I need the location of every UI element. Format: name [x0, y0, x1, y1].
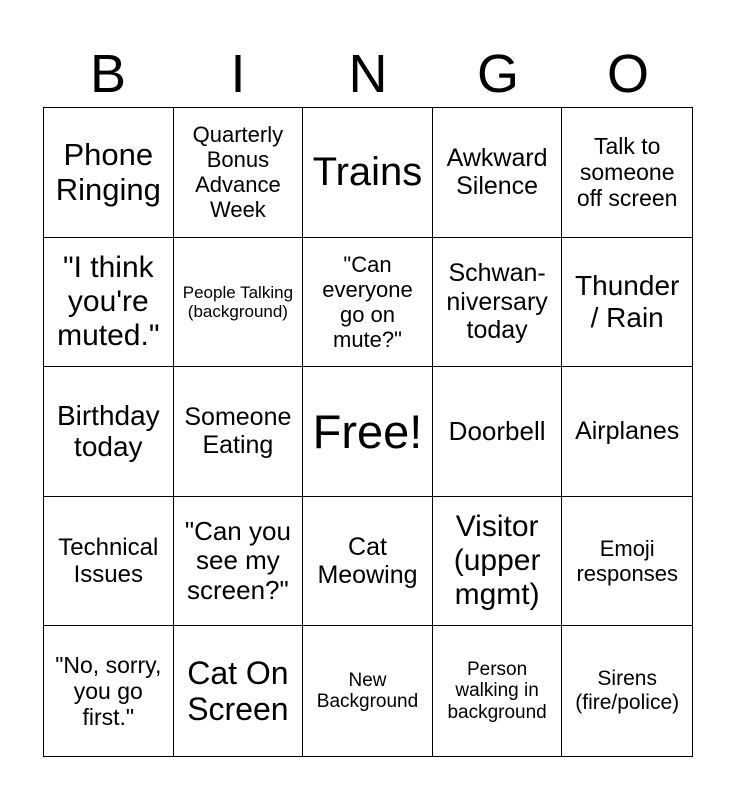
bingo-cell-label: "Can you see my screen?" [184, 515, 291, 605]
bingo-cell-r5-c5[interactable] [562, 626, 692, 756]
bingo-cell-label: Cat On Screen [187, 654, 289, 728]
bingo-cell-r1-c5[interactable] [562, 108, 692, 238]
bingo-cell-r5-c1[interactable] [44, 626, 174, 756]
bingo-board [43, 107, 693, 757]
bingo-cell-label: Talk to someone off screen [576, 132, 678, 212]
bingo-cell-label: Birthday today [56, 399, 160, 463]
bingo-cell-label: Schwan-niversary today [446, 259, 548, 345]
bingo-cell-label: Person walking in background [447, 658, 547, 724]
bingo-cell-label: People Talking (background) [182, 282, 294, 321]
bingo-cell-label: Airplanes [575, 417, 680, 446]
bingo-cell-label: "No, sorry, you go first." [55, 651, 162, 731]
bingo-cell-r2-c4[interactable] [433, 238, 563, 368]
bingo-cell-r4-c5[interactable] [562, 497, 692, 627]
bingo-cell-r1-c3[interactable] [303, 108, 433, 238]
bingo-cell-label: Free! [312, 404, 423, 458]
bingo-cell-r3-c4[interactable] [433, 367, 563, 497]
bingo-cell-r1-c1[interactable] [44, 108, 174, 238]
bingo-cell-r2-c1[interactable] [44, 238, 174, 368]
bingo-cell-r4-c1[interactable] [44, 497, 174, 627]
bingo-cell-r2-c3[interactable] [303, 238, 433, 368]
bingo-cell-r2-c5[interactable] [562, 238, 692, 368]
bingo-cell-r5-c2[interactable] [174, 626, 304, 756]
bingo-cell-label: Emoji responses [576, 536, 678, 587]
bingo-cell-r2-c2[interactable] [174, 238, 304, 368]
bingo-cell-label: Quarterly Bonus Advance Week [192, 122, 284, 223]
bingo-cell-r4-c3[interactable] [303, 497, 433, 627]
bingo-cell-label: Someone Eating [184, 402, 292, 460]
bingo-cell-label: Technical Issues [58, 533, 159, 589]
bingo-cell-label: New Background [316, 669, 419, 713]
header-letter-b: B [89, 44, 127, 104]
header-letter-o: O [606, 44, 649, 104]
bingo-cell-r4-c4[interactable] [433, 497, 563, 627]
bingo-cell-label: "I think you're muted." [57, 250, 160, 352]
header-letter-g: G [476, 44, 519, 104]
bingo-cell-r1-c2[interactable] [174, 108, 304, 238]
bingo-cell-label: Trains [312, 149, 423, 194]
bingo-cell-r4-c2[interactable] [174, 497, 304, 627]
bingo-cell-label: Awkward Silence [446, 143, 548, 201]
bingo-cell-label: Cat Meowing [317, 532, 418, 590]
bingo-cell-r5-c3[interactable] [303, 626, 433, 756]
bingo-header [43, 40, 693, 108]
bingo-cell-label: Doorbell [448, 415, 546, 446]
bingo-cell-r3-c1[interactable] [44, 367, 174, 497]
bingo-cell-label: Visitor (upper mgmt) [453, 509, 541, 612]
header-letter-n: N [348, 44, 388, 104]
bingo-cell-r3-c2[interactable] [174, 367, 304, 497]
bingo-cell-r3-c5[interactable] [562, 367, 692, 497]
bingo-cell-r5-c4[interactable] [433, 626, 563, 756]
bingo-cell-label: Thunder / Rain [575, 269, 680, 333]
bingo-cell-r1-c4[interactable] [433, 108, 563, 238]
bingo-cell-label: Sirens (fire/police) [575, 667, 680, 715]
bingo-cell-label: "Can everyone go on mute?" [322, 251, 413, 352]
header-letter-i: I [230, 44, 246, 104]
bingo-cell-label: Phone Ringing [55, 136, 161, 208]
bingo-cell-r3-c3[interactable] [303, 367, 433, 497]
